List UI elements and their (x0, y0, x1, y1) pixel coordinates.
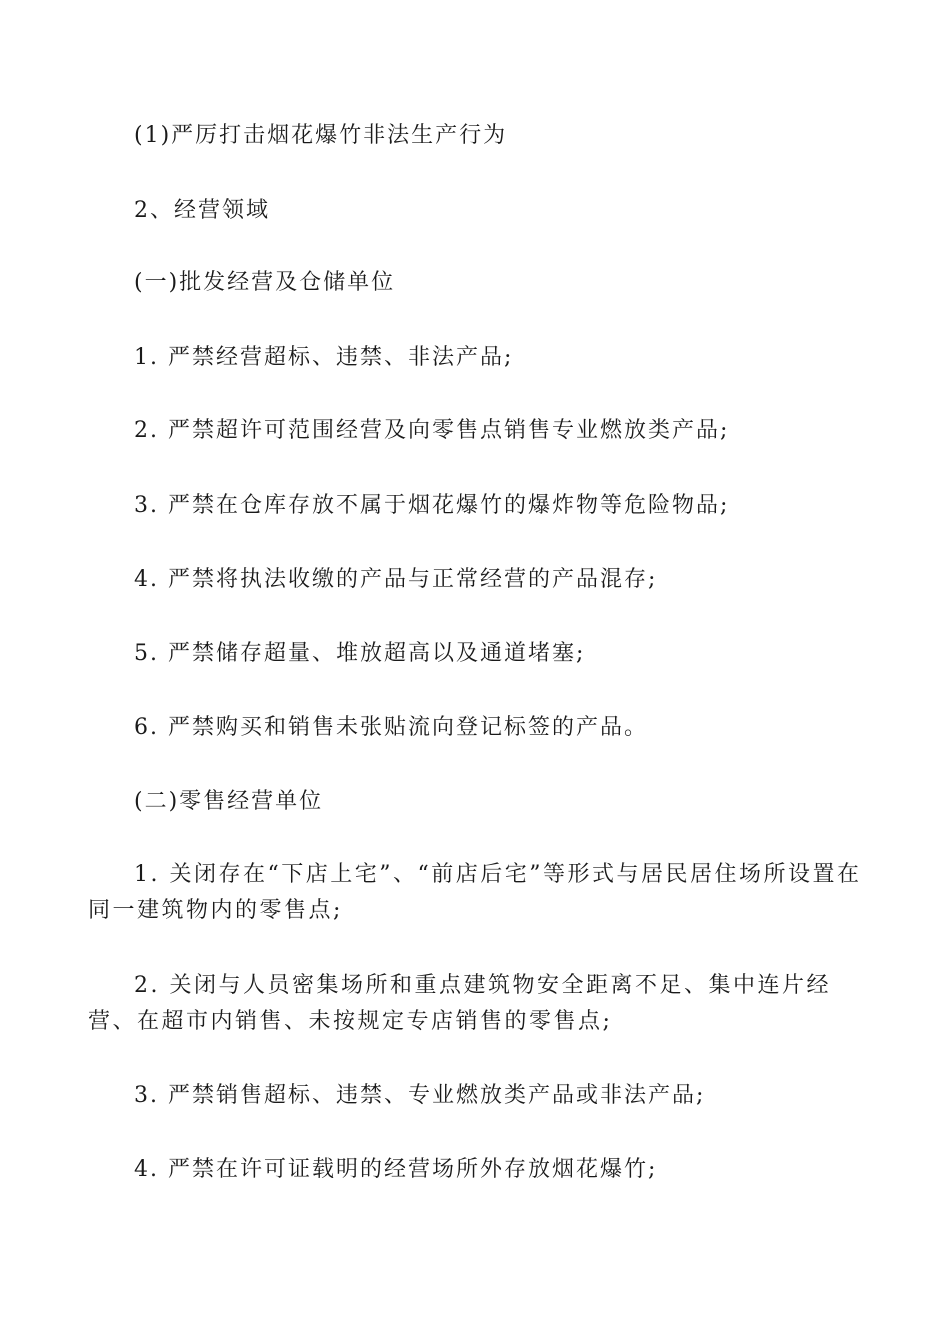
paragraph-5: 2. 严禁超许可范围经营及向零售点销售专业燃放类产品; (134, 418, 730, 443)
paragraph-13: 3. 严禁销售超标、违禁、专业燃放类产品或非法产品; (134, 1083, 706, 1108)
paragraph-12: 2. 关闭与人员密集场所和重点建筑物安全距离不足、集中连片经营、在超市内销售、未按规定专店销售的零售点; (88, 973, 831, 1034)
paragraph-10: (二)零售经营单位 (134, 789, 324, 814)
paragraph-8: 5. 严禁储存超量、堆放超高以及通道堵塞; (134, 641, 586, 666)
paragraph-3: (一)批发经营及仓储单位 (134, 270, 396, 295)
paragraph-2: 2、经营领域 (134, 198, 270, 223)
paragraph-14: 4. 严禁在许可证载明的经营场所外存放烟花爆竹; (134, 1157, 658, 1182)
paragraph-1: (1)严厉打击烟花爆竹非法生产行为 (134, 123, 508, 148)
paragraph-7: 4. 严禁将执法收缴的产品与正常经营的产品混存; (134, 567, 658, 592)
paragraph-11: 1. 关闭存在“下店上宅”、“前店后宅”等形式与居民居住场所设置在同一建筑物内的零售点; (88, 862, 862, 923)
paragraph-4: 1. 严禁经营超标、违禁、非法产品; (134, 345, 514, 370)
paragraph-6: 3. 严禁在仓库存放不属于烟花爆竹的爆炸物等危险物品; (134, 493, 730, 518)
paragraph-9: 6. 严禁购买和销售未张贴流向登记标签的产品。 (134, 715, 648, 740)
